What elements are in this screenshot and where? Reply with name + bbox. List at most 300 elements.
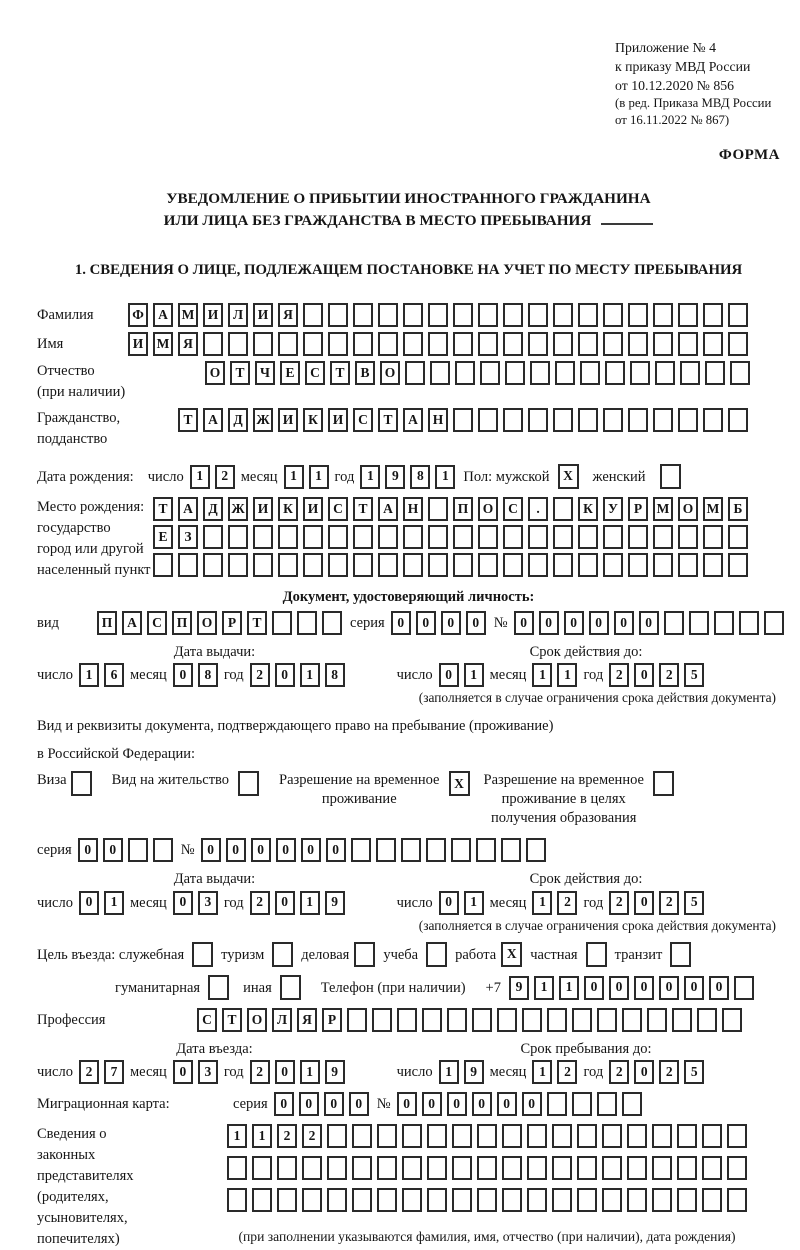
char-box[interactable] — [153, 553, 173, 577]
char-box[interactable]: 0 — [78, 838, 98, 862]
char-box[interactable] — [702, 1124, 722, 1148]
char-box[interactable] — [652, 1156, 672, 1180]
char-box[interactable] — [553, 332, 573, 356]
char-box[interactable] — [203, 332, 223, 356]
char-box[interactable]: 5 — [684, 1060, 704, 1084]
char-box[interactable]: 0 — [391, 611, 411, 635]
char-box[interactable] — [527, 1188, 547, 1212]
id-doc-issue-month[interactable] — [173, 663, 218, 687]
char-box[interactable] — [397, 1008, 417, 1032]
id-doc-expiry-month[interactable] — [532, 663, 577, 687]
char-box[interactable] — [528, 303, 548, 327]
stay-day[interactable] — [439, 1060, 484, 1084]
char-box[interactable] — [628, 553, 648, 577]
char-box[interactable]: 1 — [252, 1124, 272, 1148]
char-box[interactable] — [353, 525, 373, 549]
entry-month[interactable] — [173, 1060, 218, 1084]
char-box[interactable]: 1 — [559, 976, 579, 1000]
purpose-other-checkbox[interactable] — [280, 975, 301, 1000]
entry-year[interactable] — [250, 1060, 345, 1084]
residence-issue-day[interactable] — [79, 891, 124, 915]
char-box[interactable] — [603, 303, 623, 327]
char-box[interactable]: Е — [153, 525, 173, 549]
char-box[interactable]: С — [503, 497, 523, 521]
char-box[interactable] — [403, 332, 423, 356]
char-box[interactable]: Р — [322, 1008, 342, 1032]
char-box[interactable]: Т — [247, 611, 267, 635]
char-box[interactable] — [328, 525, 348, 549]
entry-day[interactable] — [79, 1060, 124, 1084]
purpose-business-checkbox[interactable] — [354, 942, 375, 967]
char-box[interactable]: 2 — [609, 891, 629, 915]
sex-male-checkbox[interactable]: X — [558, 464, 579, 489]
char-box[interactable] — [764, 611, 784, 635]
char-box[interactable] — [378, 303, 398, 327]
char-box[interactable] — [628, 408, 648, 432]
char-box[interactable] — [552, 1156, 572, 1180]
char-box[interactable]: 1 — [79, 663, 99, 687]
char-box[interactable]: 8 — [198, 663, 218, 687]
char-box[interactable] — [602, 1156, 622, 1180]
char-box[interactable] — [664, 611, 684, 635]
char-box[interactable] — [378, 553, 398, 577]
char-box[interactable]: 2 — [79, 1060, 99, 1084]
char-box[interactable]: 0 — [639, 611, 659, 635]
char-box[interactable] — [405, 361, 425, 385]
visa-checkbox[interactable] — [71, 771, 92, 796]
char-box[interactable] — [253, 332, 273, 356]
char-box[interactable] — [227, 1188, 247, 1212]
char-box[interactable]: Я — [178, 332, 198, 356]
char-box[interactable] — [378, 525, 398, 549]
char-box[interactable]: 0 — [326, 838, 346, 862]
char-box[interactable]: Т — [353, 497, 373, 521]
char-box[interactable]: Т — [378, 408, 398, 432]
char-box[interactable] — [553, 303, 573, 327]
char-box[interactable] — [580, 361, 600, 385]
char-box[interactable]: 1 — [309, 465, 329, 489]
char-box[interactable]: 0 — [173, 1060, 193, 1084]
char-box[interactable] — [505, 361, 525, 385]
char-box[interactable]: 5 — [684, 891, 704, 915]
char-box[interactable] — [578, 553, 598, 577]
char-box[interactable] — [503, 303, 523, 327]
char-box[interactable]: 3 — [198, 1060, 218, 1084]
char-box[interactable]: Ч — [255, 361, 275, 385]
char-box[interactable] — [253, 525, 273, 549]
temp-residence-checkbox[interactable]: X — [449, 771, 470, 796]
char-box[interactable]: М — [703, 497, 723, 521]
char-box[interactable] — [453, 332, 473, 356]
char-box[interactable] — [703, 553, 723, 577]
char-box[interactable] — [552, 1124, 572, 1148]
char-box[interactable] — [727, 1188, 747, 1212]
char-box[interactable]: 0 — [634, 891, 654, 915]
char-box[interactable] — [378, 332, 398, 356]
char-box[interactable]: 1 — [190, 465, 210, 489]
char-box[interactable] — [689, 611, 709, 635]
char-box[interactable]: Т — [222, 1008, 242, 1032]
char-box[interactable]: Ж — [228, 497, 248, 521]
birth-year-cells[interactable] — [360, 465, 455, 489]
char-box[interactable]: 2 — [659, 663, 679, 687]
char-box[interactable] — [452, 1124, 472, 1148]
char-box[interactable]: С — [197, 1008, 217, 1032]
residence-issue-month[interactable] — [173, 891, 218, 915]
birth-place-cells-row1[interactable] — [153, 497, 748, 521]
char-box[interactable]: Ф — [128, 303, 148, 327]
char-box[interactable]: Д — [203, 497, 223, 521]
char-box[interactable]: 0 — [472, 1092, 492, 1116]
char-box[interactable] — [352, 1188, 372, 1212]
char-box[interactable]: Р — [628, 497, 648, 521]
char-box[interactable] — [228, 332, 248, 356]
first-name-cells[interactable] — [128, 332, 748, 356]
char-box[interactable] — [578, 332, 598, 356]
char-box[interactable]: 9 — [385, 465, 405, 489]
char-box[interactable]: П — [97, 611, 117, 635]
char-box[interactable] — [478, 408, 498, 432]
char-box[interactable]: 0 — [439, 891, 459, 915]
char-box[interactable] — [627, 1124, 647, 1148]
char-box[interactable] — [422, 1008, 442, 1032]
char-box[interactable] — [603, 408, 623, 432]
char-box[interactable] — [653, 303, 673, 327]
char-box[interactable]: 0 — [634, 1060, 654, 1084]
char-box[interactable]: 1 — [464, 663, 484, 687]
char-box[interactable] — [502, 1124, 522, 1148]
migration-number-cells[interactable] — [397, 1092, 642, 1116]
char-box[interactable] — [402, 1156, 422, 1180]
char-box[interactable] — [377, 1156, 397, 1180]
char-box[interactable] — [627, 1156, 647, 1180]
char-box[interactable]: 2 — [250, 663, 270, 687]
char-box[interactable] — [227, 1156, 247, 1180]
char-box[interactable]: 0 — [564, 611, 584, 635]
char-box[interactable] — [427, 1156, 447, 1180]
char-box[interactable]: 0 — [589, 611, 609, 635]
char-box[interactable] — [727, 1124, 747, 1148]
char-box[interactable] — [703, 332, 723, 356]
char-box[interactable] — [553, 553, 573, 577]
char-box[interactable]: Л — [228, 303, 248, 327]
char-box[interactable]: 0 — [584, 976, 604, 1000]
char-box[interactable]: 0 — [275, 663, 295, 687]
char-box[interactable] — [478, 553, 498, 577]
char-box[interactable]: 0 — [226, 838, 246, 862]
char-box[interactable] — [678, 525, 698, 549]
char-box[interactable] — [739, 611, 759, 635]
char-box[interactable]: 2 — [557, 1060, 577, 1084]
char-box[interactable] — [527, 1124, 547, 1148]
char-box[interactable] — [252, 1156, 272, 1180]
char-box[interactable]: 1 — [534, 976, 554, 1000]
char-box[interactable]: П — [172, 611, 192, 635]
char-box[interactable]: 0 — [634, 663, 654, 687]
char-box[interactable] — [377, 1188, 397, 1212]
char-box[interactable]: 0 — [614, 611, 634, 635]
char-box[interactable]: 0 — [634, 976, 654, 1000]
char-box[interactable] — [677, 1156, 697, 1180]
migration-series-cells[interactable] — [274, 1092, 369, 1116]
char-box[interactable]: 6 — [104, 663, 124, 687]
char-box[interactable]: 0 — [514, 611, 534, 635]
birth-day-cells[interactable] — [190, 465, 235, 489]
char-box[interactable] — [622, 1092, 642, 1116]
char-box[interactable]: 0 — [609, 976, 629, 1000]
char-box[interactable]: 5 — [684, 663, 704, 687]
purpose-transit-checkbox[interactable] — [670, 942, 691, 967]
id-doc-series-cells[interactable] — [391, 611, 486, 635]
id-doc-kind-cells[interactable] — [97, 611, 342, 635]
char-box[interactable]: М — [653, 497, 673, 521]
char-box[interactable] — [547, 1092, 567, 1116]
char-box[interactable]: А — [403, 408, 423, 432]
char-box[interactable]: 0 — [276, 838, 296, 862]
char-box[interactable] — [555, 361, 575, 385]
char-box[interactable] — [728, 332, 748, 356]
char-box[interactable] — [527, 1156, 547, 1180]
char-box[interactable] — [503, 553, 523, 577]
char-box[interactable]: 1 — [300, 891, 320, 915]
char-box[interactable]: 1 — [532, 663, 552, 687]
char-box[interactable] — [453, 525, 473, 549]
char-box[interactable] — [447, 1008, 467, 1032]
char-box[interactable]: Н — [403, 497, 423, 521]
char-box[interactable] — [728, 408, 748, 432]
char-box[interactable]: 8 — [325, 663, 345, 687]
char-box[interactable]: 1 — [284, 465, 304, 489]
char-box[interactable]: 1 — [464, 891, 484, 915]
char-box[interactable] — [477, 1156, 497, 1180]
char-box[interactable]: 0 — [299, 1092, 319, 1116]
char-box[interactable] — [427, 1124, 447, 1148]
char-box[interactable]: 2 — [557, 891, 577, 915]
residence-number-cells[interactable] — [201, 838, 546, 862]
char-box[interactable] — [703, 525, 723, 549]
char-box[interactable] — [547, 1008, 567, 1032]
char-box[interactable] — [672, 1008, 692, 1032]
char-box[interactable]: Ж — [253, 408, 273, 432]
char-box[interactable]: А — [178, 497, 198, 521]
char-box[interactable]: 1 — [227, 1124, 247, 1148]
char-box[interactable]: 2 — [250, 891, 270, 915]
char-box[interactable] — [328, 553, 348, 577]
char-box[interactable] — [577, 1156, 597, 1180]
id-doc-expiry-day[interactable] — [439, 663, 484, 687]
char-box[interactable]: 0 — [397, 1092, 417, 1116]
char-box[interactable]: А — [203, 408, 223, 432]
char-box[interactable] — [347, 1008, 367, 1032]
char-box[interactable] — [677, 1188, 697, 1212]
char-box[interactable]: 0 — [275, 1060, 295, 1084]
char-box[interactable] — [526, 838, 546, 862]
char-box[interactable] — [430, 361, 450, 385]
id-doc-number-cells[interactable] — [514, 611, 784, 635]
char-box[interactable] — [502, 1188, 522, 1212]
char-box[interactable] — [602, 1124, 622, 1148]
char-box[interactable]: К — [278, 497, 298, 521]
char-box[interactable]: О — [678, 497, 698, 521]
char-box[interactable]: 1 — [104, 891, 124, 915]
char-box[interactable]: 2 — [659, 1060, 679, 1084]
char-box[interactable] — [528, 553, 548, 577]
char-box[interactable]: 0 — [684, 976, 704, 1000]
char-box[interactable] — [351, 838, 371, 862]
char-box[interactable] — [578, 303, 598, 327]
char-box[interactable] — [428, 497, 448, 521]
char-box[interactable] — [697, 1008, 717, 1032]
char-box[interactable] — [278, 553, 298, 577]
char-box[interactable] — [628, 332, 648, 356]
char-box[interactable]: И — [328, 408, 348, 432]
char-box[interactable]: 0 — [201, 838, 221, 862]
char-box[interactable] — [428, 303, 448, 327]
char-box[interactable]: И — [278, 408, 298, 432]
char-box[interactable]: К — [578, 497, 598, 521]
char-box[interactable]: 2 — [302, 1124, 322, 1148]
char-box[interactable] — [503, 525, 523, 549]
char-box[interactable]: П — [453, 497, 473, 521]
char-box[interactable] — [303, 303, 323, 327]
char-box[interactable]: 0 — [522, 1092, 542, 1116]
citizenship-cells[interactable] — [178, 408, 748, 432]
char-box[interactable]: Д — [228, 408, 248, 432]
char-box[interactable]: 7 — [104, 1060, 124, 1084]
char-box[interactable] — [630, 361, 650, 385]
char-box[interactable] — [278, 332, 298, 356]
char-box[interactable] — [577, 1188, 597, 1212]
char-box[interactable]: У — [603, 497, 623, 521]
char-box[interactable] — [597, 1008, 617, 1032]
char-box[interactable] — [503, 332, 523, 356]
char-box[interactable]: С — [353, 408, 373, 432]
char-box[interactable] — [303, 525, 323, 549]
char-box[interactable]: 0 — [539, 611, 559, 635]
char-box[interactable] — [502, 1156, 522, 1180]
char-box[interactable]: 0 — [422, 1092, 442, 1116]
char-box[interactable] — [655, 361, 675, 385]
char-box[interactable]: В — [355, 361, 375, 385]
char-box[interactable] — [705, 361, 725, 385]
char-box[interactable]: 0 — [173, 663, 193, 687]
char-box[interactable]: 0 — [274, 1092, 294, 1116]
char-box[interactable] — [128, 838, 148, 862]
char-box[interactable] — [427, 1188, 447, 1212]
char-box[interactable] — [277, 1188, 297, 1212]
char-box[interactable] — [303, 332, 323, 356]
char-box[interactable] — [402, 1188, 422, 1212]
char-box[interactable] — [353, 553, 373, 577]
char-box[interactable]: З — [178, 525, 198, 549]
char-box[interactable] — [728, 553, 748, 577]
char-box[interactable] — [653, 525, 673, 549]
char-box[interactable] — [530, 361, 550, 385]
char-box[interactable] — [178, 553, 198, 577]
char-box[interactable]: 2 — [250, 1060, 270, 1084]
char-box[interactable] — [297, 611, 317, 635]
char-box[interactable] — [453, 303, 473, 327]
char-box[interactable]: Т — [330, 361, 350, 385]
char-box[interactable]: 0 — [251, 838, 271, 862]
residence-expiry-day[interactable] — [439, 891, 484, 915]
char-box[interactable] — [277, 1156, 297, 1180]
char-box[interactable]: И — [203, 303, 223, 327]
char-box[interactable] — [552, 1188, 572, 1212]
char-box[interactable]: 0 — [324, 1092, 344, 1116]
char-box[interactable]: 2 — [215, 465, 235, 489]
char-box[interactable]: 1 — [557, 663, 577, 687]
char-box[interactable] — [353, 303, 373, 327]
char-box[interactable]: 0 — [447, 1092, 467, 1116]
char-box[interactable]: 0 — [466, 611, 486, 635]
patronymic-cells[interactable] — [205, 361, 750, 385]
char-box[interactable]: И — [253, 303, 273, 327]
char-box[interactable] — [453, 553, 473, 577]
char-box[interactable] — [455, 361, 475, 385]
char-box[interactable]: 2 — [659, 891, 679, 915]
birth-place-cells-row3[interactable] — [153, 553, 748, 577]
char-box[interactable] — [402, 1124, 422, 1148]
char-box[interactable] — [328, 303, 348, 327]
char-box[interactable]: 0 — [659, 976, 679, 1000]
char-box[interactable]: А — [378, 497, 398, 521]
char-box[interactable] — [572, 1008, 592, 1032]
char-box[interactable] — [403, 553, 423, 577]
char-box[interactable] — [352, 1124, 372, 1148]
char-box[interactable]: 2 — [277, 1124, 297, 1148]
char-box[interactable]: 1 — [439, 1060, 459, 1084]
char-box[interactable] — [472, 1008, 492, 1032]
char-box[interactable] — [652, 1124, 672, 1148]
purpose-private-checkbox[interactable] — [586, 942, 607, 967]
char-box[interactable] — [577, 1124, 597, 1148]
char-box[interactable]: 1 — [435, 465, 455, 489]
edu-residence-checkbox[interactable] — [653, 771, 674, 796]
char-box[interactable] — [501, 838, 521, 862]
char-box[interactable]: Т — [153, 497, 173, 521]
birth-month-cells[interactable] — [284, 465, 329, 489]
representatives-cells-row3[interactable] — [227, 1188, 747, 1212]
char-box[interactable] — [153, 838, 173, 862]
char-box[interactable] — [680, 361, 700, 385]
char-box[interactable] — [602, 1188, 622, 1212]
char-box[interactable] — [702, 1188, 722, 1212]
char-box[interactable] — [478, 525, 498, 549]
char-box[interactable] — [727, 1156, 747, 1180]
char-box[interactable] — [478, 332, 498, 356]
char-box[interactable] — [728, 303, 748, 327]
residence-permit-checkbox[interactable] — [238, 771, 259, 796]
char-box[interactable] — [203, 553, 223, 577]
char-box[interactable] — [478, 303, 498, 327]
char-box[interactable] — [328, 332, 348, 356]
char-box[interactable] — [480, 361, 500, 385]
id-doc-issue-day[interactable] — [79, 663, 124, 687]
char-box[interactable]: 9 — [325, 891, 345, 915]
char-box[interactable]: 3 — [198, 891, 218, 915]
residence-expiry-year[interactable] — [609, 891, 704, 915]
char-box[interactable] — [553, 408, 573, 432]
char-box[interactable]: Р — [222, 611, 242, 635]
char-box[interactable] — [476, 838, 496, 862]
char-box[interactable]: . — [528, 497, 548, 521]
residence-series-cells[interactable] — [78, 838, 173, 862]
birth-place-cells-row2[interactable] — [153, 525, 748, 549]
char-box[interactable] — [428, 553, 448, 577]
char-box[interactable]: А — [153, 303, 173, 327]
char-box[interactable]: 1 — [532, 1060, 552, 1084]
